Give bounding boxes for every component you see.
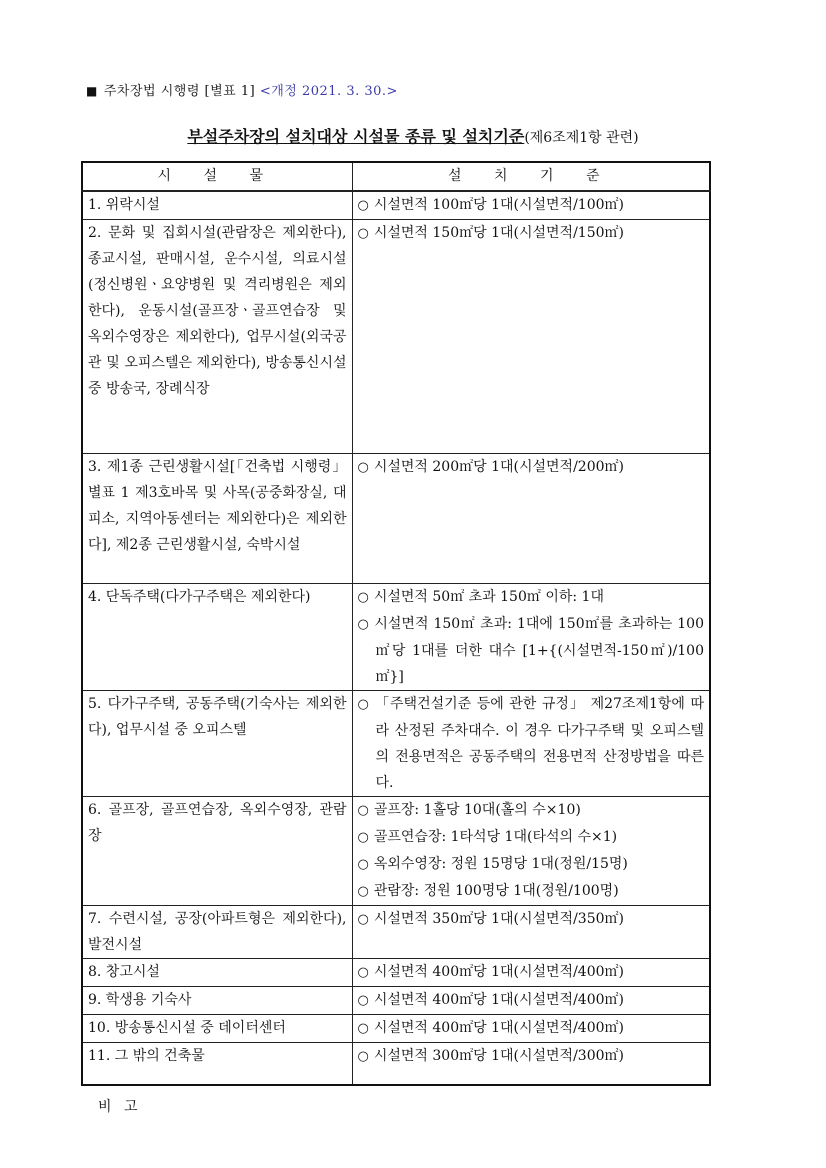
criteria-text: 시설면적 150㎡당 1대(시설면적/150㎡) bbox=[373, 225, 624, 241]
table-row bbox=[82, 691, 710, 797]
title-main: 부설주차장의 설치대상 시설물 종류 및 설치기준 bbox=[187, 127, 525, 146]
criteria-text: 옥외수영장: 정원 15명당 1대(정원/15명) bbox=[373, 856, 628, 872]
circle-bullet-icon: ○ bbox=[357, 993, 369, 1008]
criteria-cell bbox=[352, 797, 710, 906]
criteria-text: 관람장: 정원 100명당 1대(정원/100명) bbox=[373, 883, 619, 899]
criteria-text: 「주택건설기준 등에 관한 규정」 제27조제1항에 따라 산정된 주차대수. 이 경우 다가구주택 및 오피스텔의 전용면적은 공동주택의 전용면적 산정방법을 따른다. bbox=[374, 696, 705, 791]
criteria-item bbox=[358, 220, 705, 247]
criteria-text: 시설면적 400㎡당 1대(시설면적/400㎡) bbox=[373, 1020, 624, 1036]
facility-cell: 7. 수련시설, 공장(아파트형은 제외한다), 발전시설 bbox=[82, 906, 352, 959]
revision-date: <개정 2021. 3. 30.> bbox=[259, 84, 398, 99]
facility-cell: 4. 단독주택(다가구주택은 제외한다) bbox=[82, 584, 352, 691]
circle-bullet-icon: ○ bbox=[357, 803, 369, 818]
facility-cell: 9. 학생용 기숙사 bbox=[82, 987, 352, 1015]
criteria-cell bbox=[352, 1043, 710, 1085]
table-body bbox=[82, 191, 710, 1085]
circle-bullet-icon: ○ bbox=[357, 460, 369, 475]
criteria-text: 골프연습장: 1타석당 1대(타석의 수×1) bbox=[373, 829, 618, 845]
law-reference-text: 주차장법 시행령 [별표 1] bbox=[103, 84, 256, 99]
facility-cell: 10. 방송통신시설 중 데이터센터 bbox=[82, 1015, 352, 1043]
circle-bullet-icon: ○ bbox=[357, 884, 369, 899]
criteria-item bbox=[358, 611, 705, 690]
criteria-item bbox=[358, 987, 705, 1014]
table-row bbox=[82, 584, 710, 691]
table-header-row bbox=[82, 162, 710, 191]
circle-bullet-icon: ○ bbox=[357, 617, 370, 632]
criteria-item bbox=[358, 1043, 705, 1070]
document-title bbox=[0, 124, 826, 147]
table-row bbox=[82, 959, 710, 987]
table-row bbox=[82, 1015, 710, 1043]
criteria-item bbox=[358, 824, 705, 851]
title-sub: (제6조제1항 관련) bbox=[524, 130, 639, 146]
table-row bbox=[82, 191, 710, 220]
circle-bullet-icon: ○ bbox=[357, 590, 369, 605]
criteria-cell bbox=[352, 454, 710, 584]
criteria-item bbox=[358, 959, 705, 986]
table-row bbox=[82, 1043, 710, 1085]
circle-bullet-icon: ○ bbox=[357, 857, 369, 872]
facility-cell: 2. 문화 및 집회시설(관람장은 제외한다), 종교시설, 판매시설, 운수시설, 의료시설(정신병원ㆍ요양병원 및 격리병원은 제외한다), 운동시설(골프장ㆍ골프연습장 및 옥외수영장은 제외한다), 업무시설(외국공관 및 오피스텔은 제외한다), 방송통신시설 중 방송국, 장례식장 bbox=[82, 220, 352, 454]
circle-bullet-icon: ○ bbox=[357, 912, 369, 927]
circle-bullet-icon: ○ bbox=[357, 697, 370, 712]
table-row bbox=[82, 906, 710, 959]
criteria-item bbox=[358, 906, 705, 933]
criteria-text: 시설면적 150㎡ 초과: 1대에 150㎡를 초과하는 100㎡당 1대를 더한 대수 [1+{(시설면적-150㎡)/100㎡}] bbox=[374, 616, 704, 685]
standards-table bbox=[81, 161, 711, 1086]
facility-cell: 1. 위락시설 bbox=[82, 191, 352, 220]
criteria-text: 시설면적 100㎡당 1대(시설면적/100㎡) bbox=[373, 197, 624, 213]
criteria-text: 시설면적 50㎡ 초과 150㎡ 이하: 1대 bbox=[373, 589, 604, 605]
facility-cell: 11. 그 밖의 건축물 bbox=[82, 1043, 352, 1085]
criteria-cell bbox=[352, 906, 710, 959]
criteria-text: 골프장: 1홀당 10대(홀의 수×10) bbox=[373, 802, 581, 818]
header-criteria: 설 치 기 준 bbox=[352, 162, 710, 191]
circle-bullet-icon: ○ bbox=[357, 1049, 369, 1064]
criteria-cell bbox=[352, 220, 710, 454]
table-row bbox=[82, 454, 710, 584]
circle-bullet-icon: ○ bbox=[357, 1021, 369, 1036]
criteria-item bbox=[358, 1015, 705, 1042]
criteria-text: 시설면적 200㎡당 1대(시설면적/200㎡) bbox=[373, 459, 624, 475]
circle-bullet-icon: ○ bbox=[357, 830, 369, 845]
criteria-cell bbox=[352, 584, 710, 691]
square-bullet-icon: ■ bbox=[86, 84, 98, 98]
circle-bullet-icon: ○ bbox=[357, 226, 369, 241]
circle-bullet-icon: ○ bbox=[357, 965, 369, 980]
law-reference bbox=[86, 80, 398, 99]
facility-cell: 5. 다가구주택, 공동주택(기숙사는 제외한다), 업무시설 중 오피스텔 bbox=[82, 691, 352, 797]
criteria-cell bbox=[352, 191, 710, 220]
table-row bbox=[82, 220, 710, 454]
table-row bbox=[82, 797, 710, 906]
criteria-cell bbox=[352, 959, 710, 987]
criteria-text: 시설면적 300㎡당 1대(시설면적/300㎡) bbox=[373, 1048, 624, 1064]
facility-cell: 6. 골프장, 골프연습장, 옥외수영장, 관람장 bbox=[82, 797, 352, 906]
criteria-item bbox=[358, 797, 705, 824]
remarks-label: 비 고 bbox=[98, 1099, 142, 1115]
criteria-item bbox=[358, 584, 705, 611]
criteria-text: 시설면적 350㎡당 1대(시설면적/350㎡) bbox=[373, 911, 624, 927]
table-row bbox=[82, 987, 710, 1015]
criteria-cell bbox=[352, 691, 710, 797]
criteria-item bbox=[358, 691, 705, 796]
header-facility: 시 설 물 bbox=[82, 162, 352, 191]
criteria-text: 시설면적 400㎡당 1대(시설면적/400㎡) bbox=[373, 964, 624, 980]
facility-cell: 3. 제1종 근린생활시설[「건축법 시행령」 별표 1 제3호바목 및 사목(공중화장실, 대피소, 지역아동센터는 제외한다)은 제외한다], 제2종 근린생활시설, 숙박시설 bbox=[82, 454, 352, 584]
criteria-item bbox=[358, 192, 705, 219]
criteria-cell bbox=[352, 987, 710, 1015]
criteria-item bbox=[358, 454, 705, 481]
criteria-item bbox=[358, 851, 705, 878]
criteria-item bbox=[358, 878, 705, 905]
criteria-text: 시설면적 400㎡당 1대(시설면적/400㎡) bbox=[373, 992, 624, 1008]
facility-cell: 8. 창고시설 bbox=[82, 959, 352, 987]
circle-bullet-icon: ○ bbox=[357, 198, 369, 213]
criteria-cell bbox=[352, 1015, 710, 1043]
